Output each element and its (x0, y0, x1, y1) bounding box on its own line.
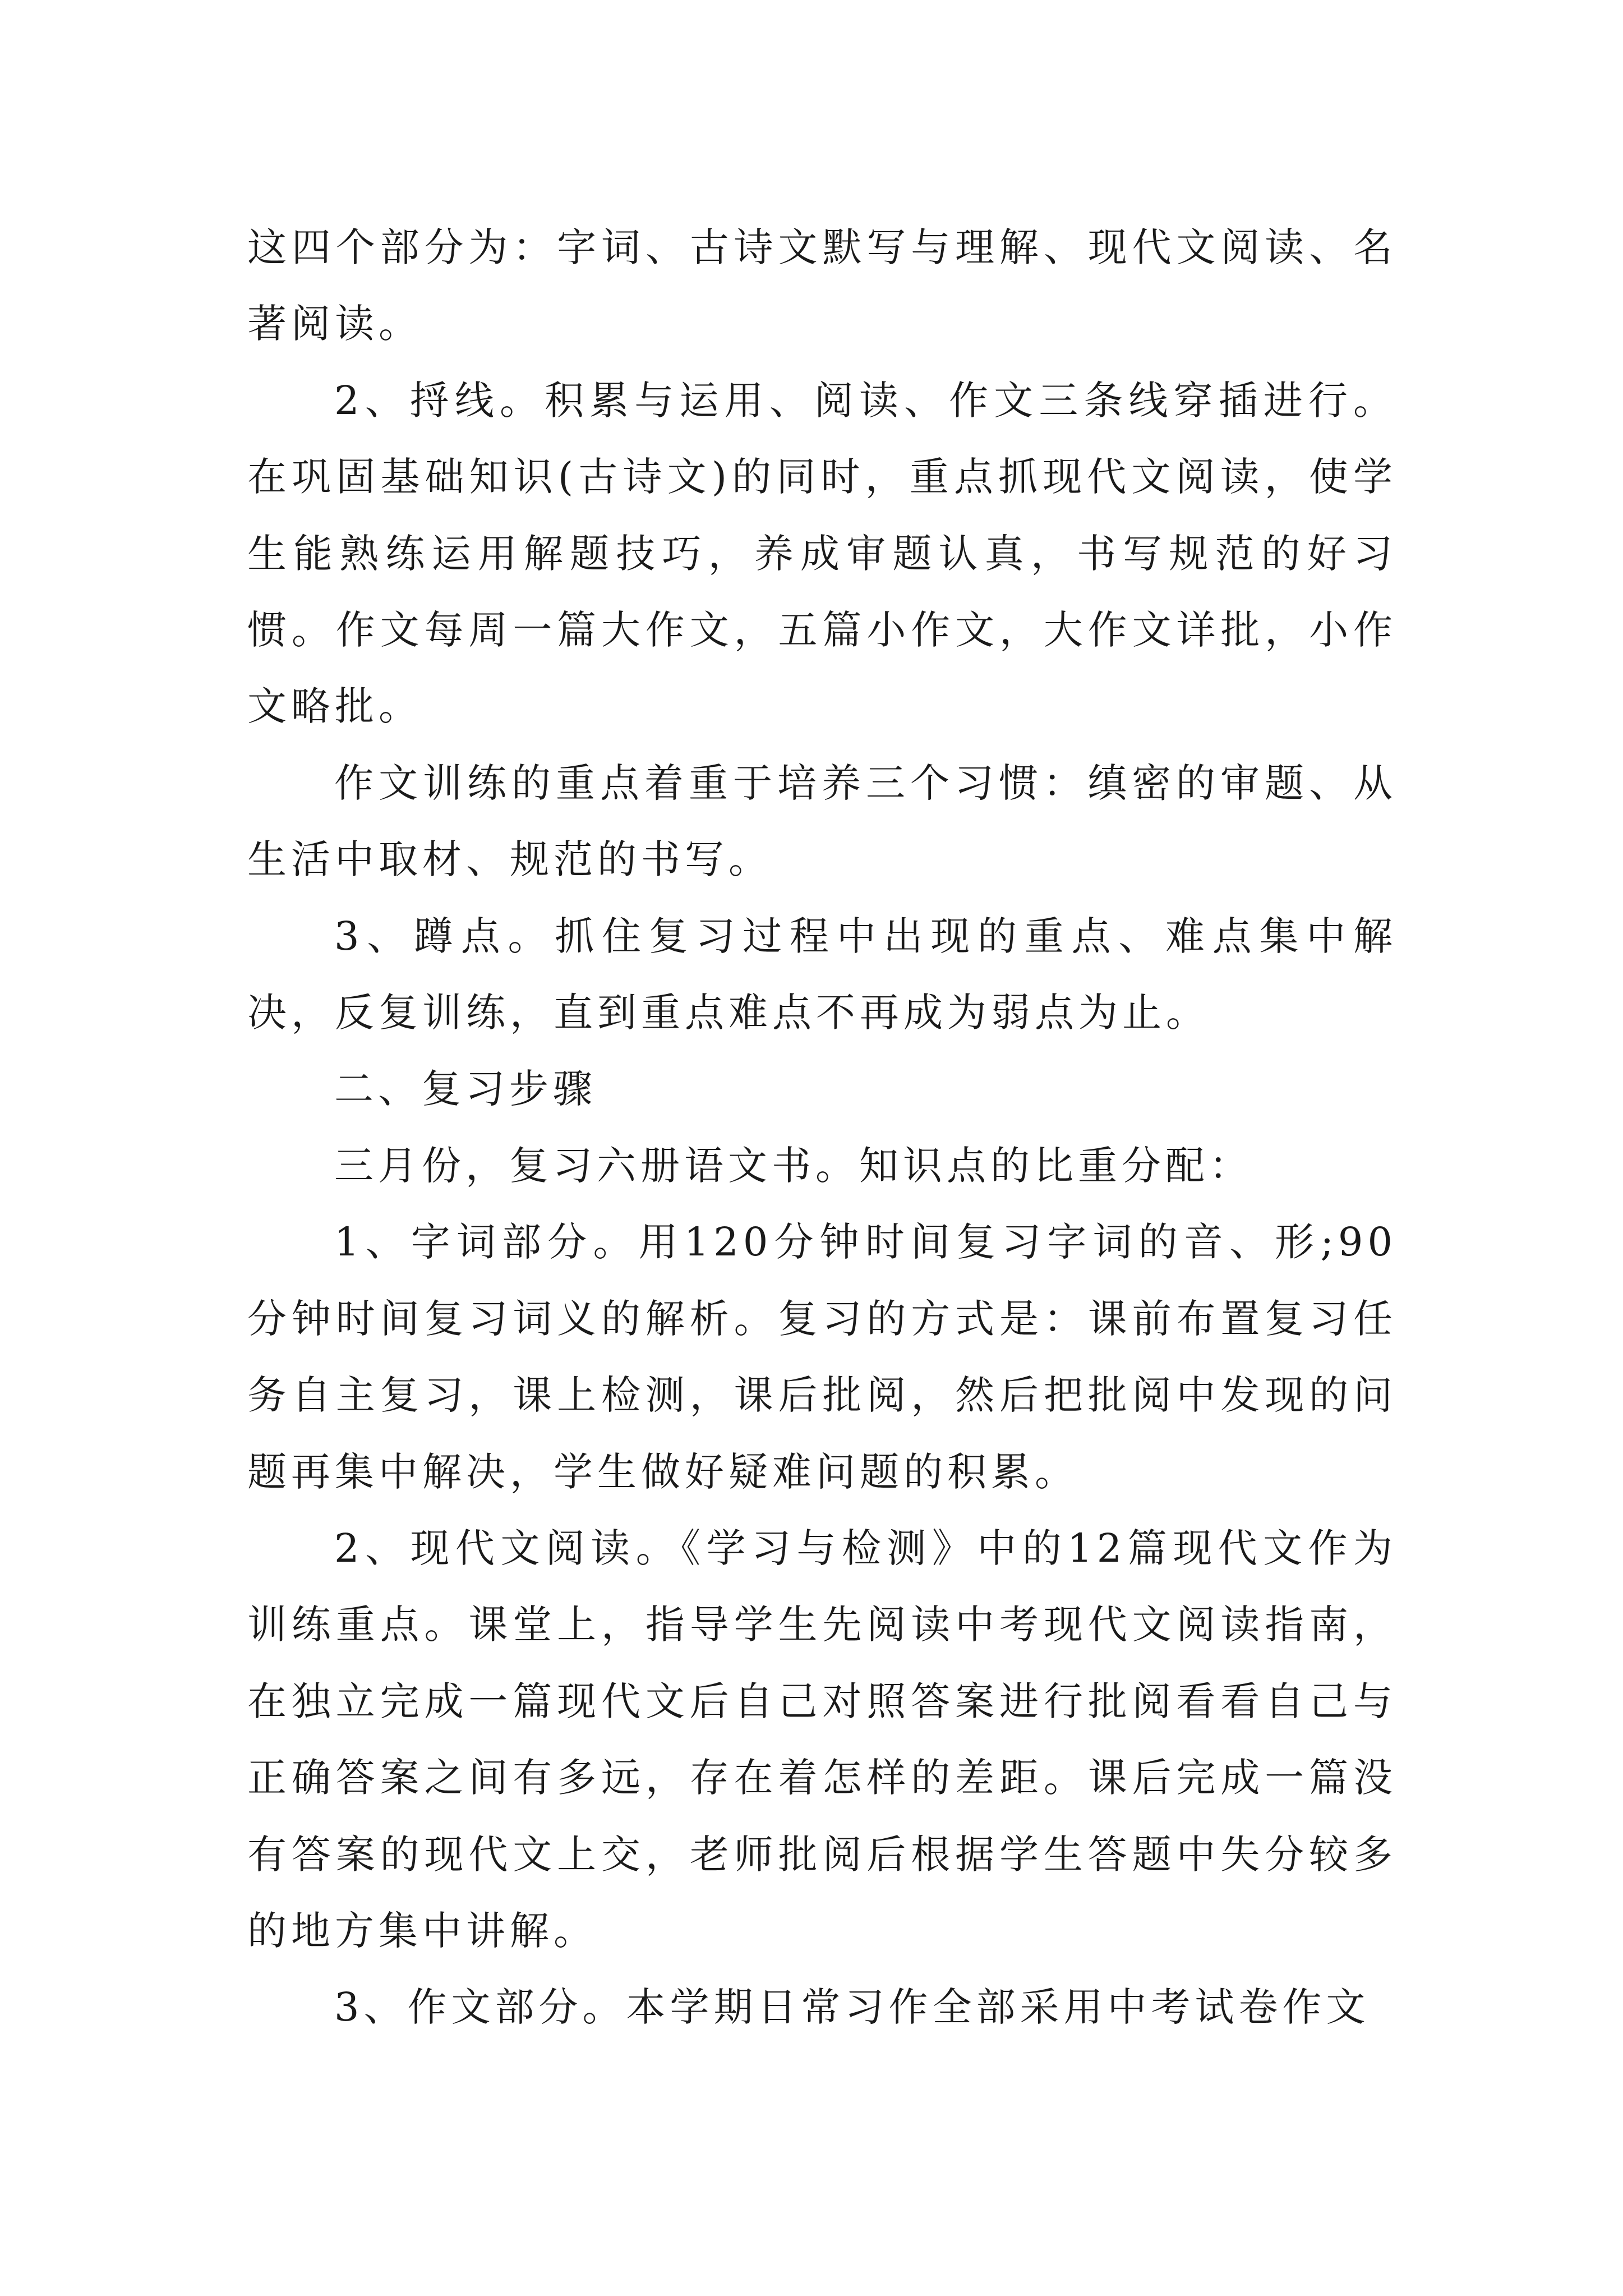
document-body (247, 209, 1397, 2046)
paragraph-sections-continued: 这四个部分为：字词、古诗文默写与理解、现代文阅读、名著阅读。 (247, 224, 1397, 347)
paragraph-vocabulary: 1、字词部分。用120分钟时间复习字词的音、形;90分钟时间复习词义的解析。复习的方式是：课前布置复习任务自主复习，课上检测，课后批阅，然后把批阅中发现的问题再集中解决，学生做好疑难问题的积累。 (247, 1219, 1397, 1495)
paragraph-step-2-lines: 2、捋线。积累与运用、阅读、作文三条线穿插进行。在巩固基础知识(古诗文)的同时，重点抓现代文阅读，使学生能熟练运用解题技巧，养成审题认真，书写规范的好习惯。作文每周一篇大作文，五篇小作文，大作文详批，小作文略批。 (247, 377, 1397, 730)
paragraph-march-plan: 三月份，复习六册语文书。知识点的比重分配： (334, 1142, 1253, 1189)
section-heading-review-steps: 二、复习步骤 (334, 1066, 597, 1112)
paragraph-writing-habits: 作文训练的重点着重于培养三个习惯：缜密的审题、从生活中取材、规范的书写。 (247, 760, 1397, 883)
paragraph-composition: 3、作文部分。本学期日常习作全部采用中考试卷作文 (334, 1984, 1370, 2031)
paragraph-modern-reading: 2、现代文阅读。《学习与检测》中的12篇现代文作为训练重点。课堂上，指导学生先阅读中考现代文阅读指南，在独立完成一篇现代文后自己对照答案进行批阅看看自己与正确答案之间有多远，存在着怎样的差距。课后完成一篇没有答案的现代文上交，老师批阅后根据学生答题中失分较多的地方集中讲解。 (247, 1525, 1397, 1954)
paragraph-step-3-focus: 3、蹲点。抓住复习过程中出现的重点、难点集中解决，反复训练，直到重点难点不再成为弱点为止。 (247, 913, 1397, 1036)
